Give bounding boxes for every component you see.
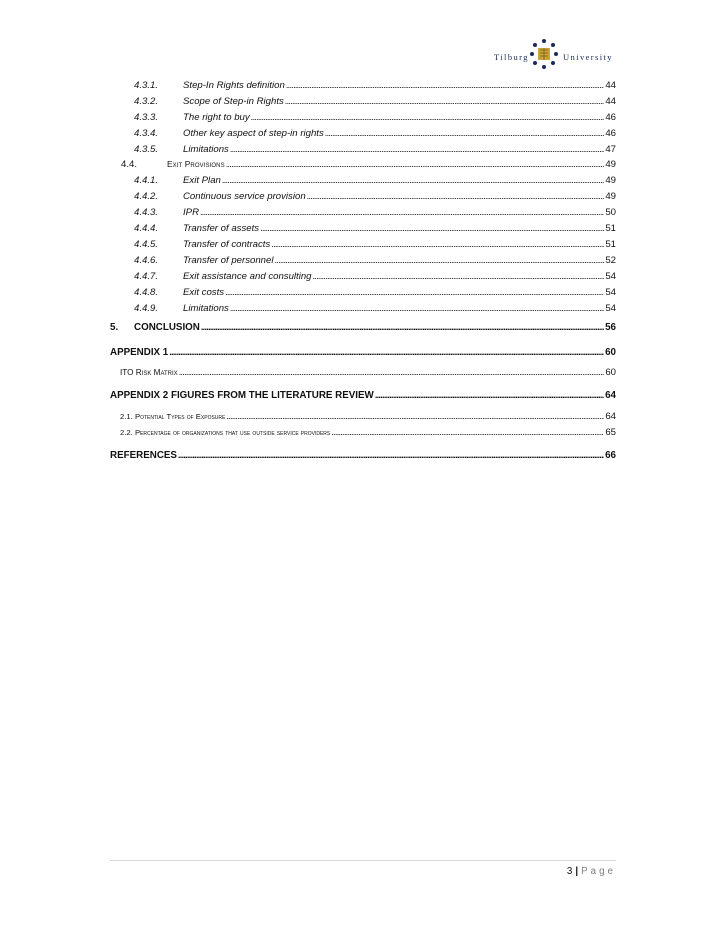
toc-number: 4.4.3.	[134, 207, 159, 218]
dot-leader	[226, 409, 604, 424]
dot-leader	[201, 320, 604, 335]
toc-page: 56	[605, 322, 616, 333]
toc-title: APPENDIX 2 FIGURES FROM THE LITERATURE REVIEW	[110, 390, 374, 401]
toc-number: 4.3.4.	[134, 128, 159, 139]
dot-leader	[225, 285, 604, 300]
dot-leader	[271, 237, 604, 252]
toc-page: 44	[605, 96, 616, 107]
toc-page: 60	[605, 347, 616, 358]
toc-entry[interactable]	[110, 189, 616, 203]
toc-title: Transfer of contracts	[183, 239, 271, 250]
toc-entry[interactable]	[110, 365, 616, 379]
toc-number: 4.3.3.	[134, 112, 159, 123]
toc-page: 49	[605, 191, 616, 202]
toc-entry[interactable]	[110, 94, 616, 108]
dot-leader	[169, 345, 604, 360]
dot-leader	[178, 448, 604, 463]
toc-title: The right to buy	[183, 112, 250, 123]
toc-entry[interactable]	[110, 205, 616, 219]
logo-text-left: Tilburg	[494, 52, 529, 62]
toc-entry[interactable]	[110, 285, 616, 299]
toc-entry[interactable]	[110, 409, 616, 423]
toc-number: 4.3.2.	[134, 96, 159, 107]
toc-entry[interactable]	[110, 448, 616, 462]
footer-separator: |	[575, 866, 579, 877]
toc-entry[interactable]	[110, 320, 616, 334]
toc-number: 4.3.5.	[134, 144, 159, 155]
toc-page: 50	[605, 207, 616, 218]
footer-divider	[110, 860, 616, 861]
toc-number: 4.4.1.	[134, 175, 159, 186]
toc-page: 46	[605, 112, 616, 123]
dot-leader	[200, 205, 604, 220]
toc-title: Exit costs	[183, 287, 225, 298]
toc-entry[interactable]	[110, 221, 616, 235]
toc-entry[interactable]	[110, 173, 616, 187]
toc-number: 4.4.7.	[134, 271, 159, 282]
toc-title: Other key aspect of step-in rights	[183, 128, 324, 139]
toc-page: 65	[605, 427, 616, 438]
toc-title: Step-In Rights definition	[183, 80, 285, 91]
toc-entry[interactable]	[110, 269, 616, 283]
dot-leader	[331, 425, 604, 440]
toc-number: 4.4.5.	[134, 239, 159, 250]
toc-entry[interactable]	[110, 237, 616, 251]
toc-title: ITO Risk Matrix	[120, 368, 178, 377]
toc-entry[interactable]	[110, 253, 616, 267]
dot-leader	[307, 189, 605, 204]
dot-leader	[179, 365, 605, 380]
toc-number: 4.4.	[121, 159, 138, 170]
page-number: 3	[566, 866, 573, 877]
toc-page: 64	[605, 411, 616, 422]
toc-page: 51	[605, 223, 616, 234]
toc-title: Limitations	[183, 303, 229, 314]
dot-leader	[226, 157, 605, 172]
toc-title: 2.2. Percentage of organizations that use outside service providers	[120, 428, 331, 437]
toc-page: 64	[605, 390, 616, 401]
toc-number: 4.3.1.	[134, 80, 159, 91]
toc-page: 51	[605, 239, 616, 250]
toc-title: Transfer of assets	[183, 223, 260, 234]
toc-title: APPENDIX 1	[110, 347, 169, 358]
toc-entry[interactable]	[110, 388, 616, 402]
toc-page: 44	[605, 80, 616, 91]
toc-title: IPR	[183, 207, 199, 218]
page-label: Page	[581, 866, 616, 877]
dot-leader	[375, 388, 604, 403]
toc-entry[interactable]	[110, 425, 616, 439]
toc-number: 4.4.4.	[134, 223, 159, 234]
toc-entry[interactable]	[110, 301, 616, 315]
dot-leader	[260, 221, 604, 236]
dot-leader	[251, 110, 605, 125]
dot-leader	[274, 253, 604, 268]
dot-leader	[325, 126, 605, 141]
toc-entry[interactable]	[110, 142, 616, 156]
dot-leader	[313, 269, 605, 284]
toc-title: Transfer of personnel	[183, 255, 274, 266]
toc-page: 47	[605, 144, 616, 155]
toc-number: 4.4.8.	[134, 287, 159, 298]
toc-title: Scope of Step-in Rights	[183, 96, 284, 107]
toc-title: Exit assistance and consulting	[183, 271, 312, 282]
toc-page: 54	[605, 271, 616, 282]
dot-leader	[230, 142, 604, 157]
toc-page: 54	[605, 303, 616, 314]
dot-leader	[285, 94, 605, 109]
toc-entry[interactable]	[110, 78, 616, 92]
university-logo	[494, 38, 614, 78]
toc-page: 52	[605, 255, 616, 266]
toc-title: 2.1. Potential Types of Exposure	[120, 412, 226, 421]
toc-number: 4.4.2.	[134, 191, 159, 202]
toc-page: 46	[605, 128, 616, 139]
page-footer	[500, 865, 616, 879]
toc-number: 4.4.6.	[134, 255, 159, 266]
toc-entry[interactable]	[110, 110, 616, 124]
toc-number: 5.	[110, 322, 119, 333]
toc-title: Exit Plan	[183, 175, 221, 186]
toc-page: 49	[605, 175, 616, 186]
dot-leader	[286, 78, 604, 93]
toc-entry[interactable]	[110, 345, 616, 359]
toc-title: CONCLUSION	[134, 322, 200, 333]
dot-leader	[222, 173, 604, 188]
toc-title: Limitations	[183, 144, 229, 155]
toc-title: REFERENCES	[110, 450, 177, 461]
toc-title: Continuous service provision	[183, 191, 306, 202]
toc-page: 60	[605, 367, 616, 378]
toc-title: Exit Provisions	[167, 159, 225, 169]
toc-entry[interactable]	[110, 157, 616, 171]
toc-page: 49	[605, 159, 616, 170]
toc-page: 66	[605, 450, 616, 461]
logo-text-right: University	[563, 52, 613, 62]
toc-entry[interactable]	[110, 126, 616, 140]
dot-leader	[230, 301, 604, 316]
crest-icon	[529, 38, 559, 78]
toc-number: 4.4.9.	[134, 303, 159, 314]
toc-page: 54	[605, 287, 616, 298]
